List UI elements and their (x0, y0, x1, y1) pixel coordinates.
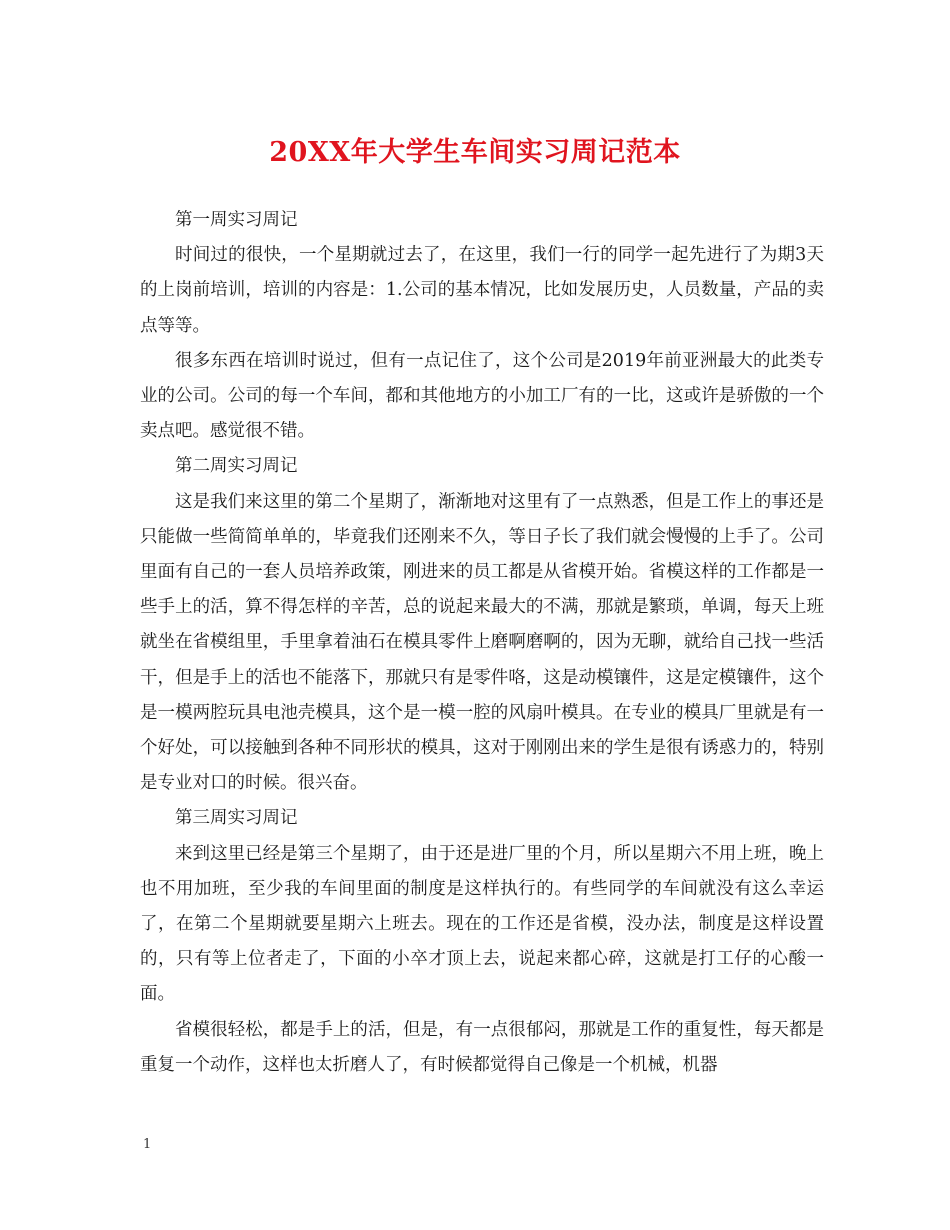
section-heading-week-2: 第二周实习周记 (175, 456, 298, 477)
page-number: 1 (143, 1137, 152, 1152)
section-heading-week-1: 第一周实习周记 (175, 210, 298, 230)
paragraph: 省模很轻松，都是手上的活，但是，有一点很郁闷，那就是工作的重复性，每天都是重复一个动作，这样也太折磨人了，有时候都觉得自己像是一个机械，机器 (140, 1019, 824, 1075)
document-title: 20XX年大学生车间实习周记范本 (269, 137, 681, 168)
section-heading-week-3: 第三周实习周记 (175, 808, 298, 829)
paragraph: 来到这里已经是第三个星期了，由于还是进厂里的个月，所以星期六不用上班，晚上也不用加班，至少我的车间里面的制度是这样执行的。有些同学的车间就没有这么幸运了，在第二个星期就要星期六上班去。现在的工作还是省模，没办法，制度是这样设置的，只有等上位者走了，下面的小卒才顶上去，说起来都心碎，这就是打工仔的心酸一面。 (140, 843, 824, 1005)
paragraph: 时间过的很快，一个星期就过去了，在这里，我们一行的同学一起先进行了为期3天的上岗前培训，培训的内容是：1.公司的基本情况，比如发展历史，人员数量，产品的卖点等等。 (140, 245, 824, 336)
paragraph: 这是我们来这里的第二个星期了，渐渐地对这里有了一点熟悉，但是工作上的事还是只能做一些简简单单的，毕竟我们还刚来不久，等日子长了我们就会慢慢的上手了。公司里面有自己的一套人员培养政策，刚进来的员工都是从省模开始。省模这样的工作都是一些手上的活，算不得怎样的辛苦，总的说起来最大的不满，那就是繁琐，单调，每天上班就坐在省模组里，手里拿着油石在模具零件上磨啊磨啊的，因为无聊，就给自己找一些活干，但是手上的活也不能落下，那就只有是零件咯，这是动模镶件，这是定模镶件，这个是一模两腔玩具电池壳模具，这个是一模一腔的风扇叶模具。在专业的模具厂里就是有一个好处，可以接触到各种不同形状的模具，这对于刚刚出来的学生是很有诱惑力的，特别是专业对口的时候。很兴奋。 (140, 491, 824, 794)
document-body (140, 203, 824, 1083)
paragraph: 很多东西在培训时说过，但有一点记住了，这个公司是2019年前亚洲最大的此类专业的公司。公司的每一个车间，都和其他地方的小加工厂有的一比，这或许是骄傲的一个卖点吧。感觉很不错。 (140, 350, 824, 442)
